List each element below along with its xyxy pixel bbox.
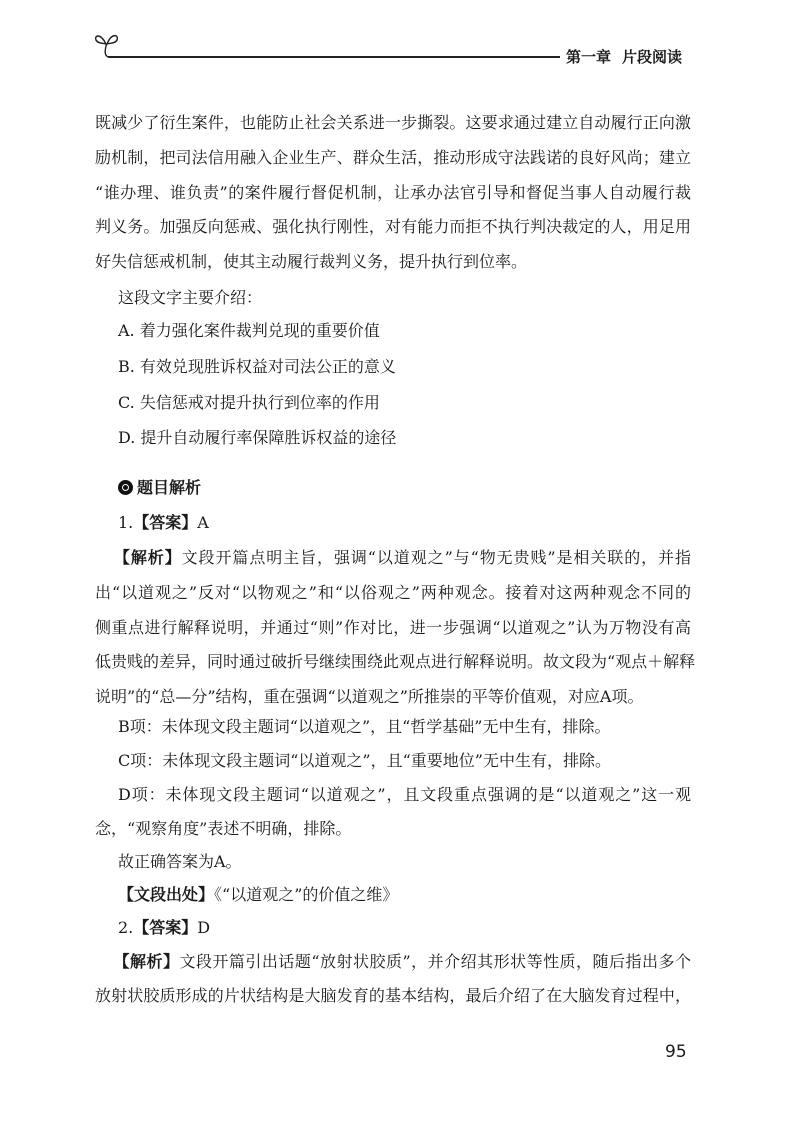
q1-option-b-note: B项：未体现文段主题词“以道观之”，且“哲学基础”无中生有，排除。 <box>118 717 611 736</box>
q1-analysis-line: 出“以道观之”反对“以物观之”和“以俗观之”两种观念。接着对这两种观念不同的 <box>95 583 691 602</box>
q1-analysis-line <box>95 548 691 568</box>
question-stem: 这段文字主要介绍： <box>118 288 263 307</box>
q1-option-d-note: D项：未体现文段主题词“以道观之”，且文段重点强调的是“以道观之”这一观 <box>118 785 691 804</box>
analysis-text: 文段开篇点明主旨，强调“以道观之”与“物无贵贱”是相关联的，并指 <box>181 548 691 567</box>
chapter-label: 第一章 <box>566 48 612 66</box>
source-label: 【文段出处】 <box>118 885 215 904</box>
option-c: C. 失信惩戒对提升执行到位率的作用 <box>118 393 380 412</box>
page-number: 95 <box>665 1042 687 1062</box>
source-title: 《“以道观之”的价值之维》 <box>214 885 399 904</box>
passage-line: “谁办理、谁负责”的案件履行督促机制，让承办法官引导和督促当事人自动履行裁 <box>95 183 691 202</box>
passage-line: 判义务。加强反向惩戒、强化执行刚性，对有能力而拒不执行判决裁定的人，用足用 <box>95 217 691 236</box>
answer-label: 【答案】 <box>133 918 198 937</box>
q1-option-c-note: C项：未体现文段主题词“以道观之”，且“重要地位”无中生有，排除。 <box>118 751 611 770</box>
q1-analysis-line: 侧重点进行解释说明，并通过“则”作对比，进一步强调“以道观之”认为万物没有高 <box>95 618 691 637</box>
analysis-heading <box>118 478 691 498</box>
header-rule <box>108 56 560 58</box>
key-icon <box>118 480 133 495</box>
q1-source <box>118 885 691 905</box>
analysis-label: 【解析】 <box>113 548 182 567</box>
option-d: D. 提升自动履行率保障胜诉权益的途径 <box>118 428 397 447</box>
passage-line: 既减少了衍生案件，也能防止社会关系进一步撕裂。这要求通过建立自动履行正向激 <box>95 113 691 132</box>
passage-line: 励机制，把司法信用融入企业生产、群众生活，推动形成守法践诺的良好风尚；建立 <box>95 148 691 167</box>
q1-option-d-note: 念，“观察角度”表述不明确，排除。 <box>95 819 352 838</box>
answer-label: 【答案】 <box>133 513 198 532</box>
q2-analysis-line <box>95 952 691 972</box>
q1-answer-value: A <box>197 513 209 532</box>
section-label: 片段阅读 <box>622 48 683 66</box>
q1-answer <box>118 513 691 533</box>
q1-number: 1. <box>118 513 134 532</box>
option-a: A. 着力强化案件裁判兑现的重要价值 <box>118 321 380 340</box>
analysis-text: 文段开篇引出话题“放射状胶质”，并介绍其形状等性质，随后指出多个 <box>179 952 691 971</box>
q2-answer-value: D <box>197 918 211 937</box>
q1-analysis-line: 低贵贱的差异，同时通过破折号继续围绕此观点进行解释说明。故文段为“观点＋解释 <box>95 652 696 671</box>
analysis-heading-text: 题目解析 <box>137 478 202 497</box>
option-b: B. 有效兑现胜诉权益对司法公正的意义 <box>118 357 396 376</box>
q2-number: 2. <box>118 918 134 937</box>
q2-answer <box>118 918 691 938</box>
analysis-label: 【解析】 <box>113 952 180 971</box>
passage-line: 好失信惩戒机制，使其主动履行裁判义务，提升执行到位率。 <box>95 252 528 271</box>
q1-analysis-line: 说明”的“总—分”结构，重在强调“以道观之”所推崇的平等价值观，对应A项。 <box>95 687 644 706</box>
q2-analysis-line: 放射状胶质形成的片状结构是大脑发育的基本结构，最后介绍了在大脑发育过程中， <box>95 986 691 1005</box>
q1-conclusion: 故正确答案为A。 <box>118 852 242 871</box>
